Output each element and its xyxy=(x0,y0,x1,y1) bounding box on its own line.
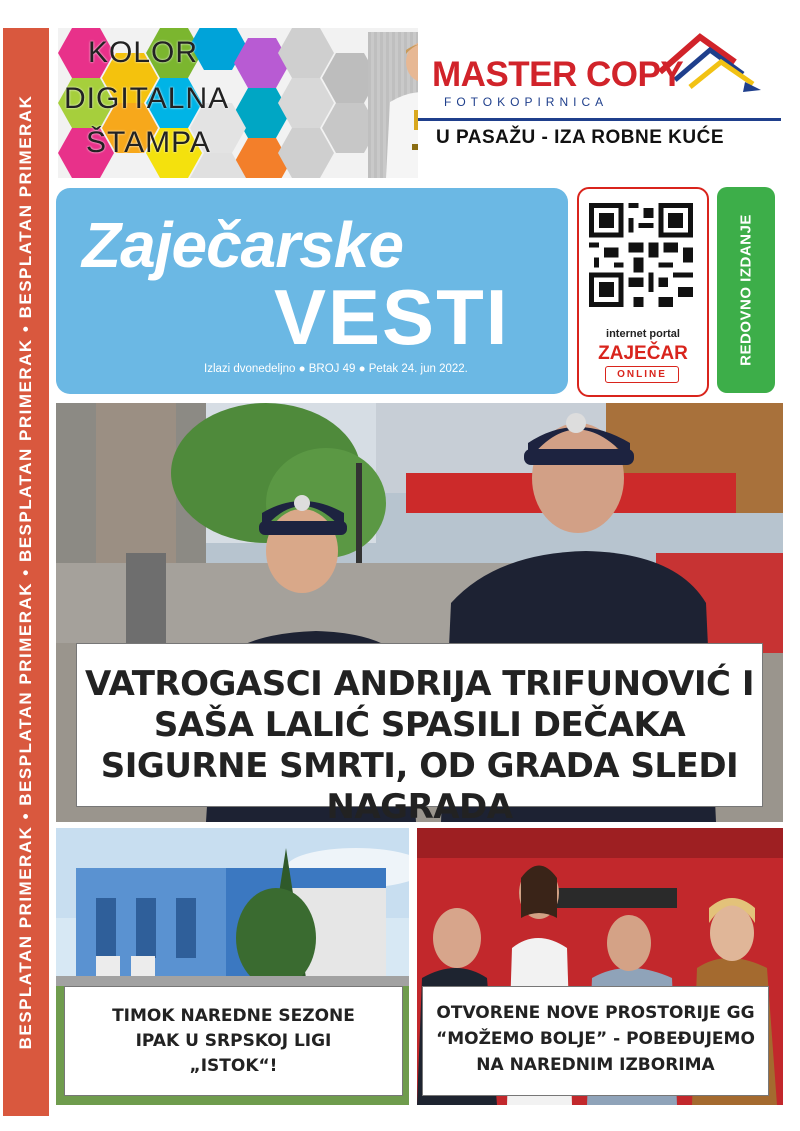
story-right-headline: OTVORENE NOVE PROSTORIJE GG “MOŽEMO BOLJE” - POBEĐUJEMO NA NAREDNIM IZBORIMA xyxy=(436,1003,755,1075)
main-story-headline-box[interactable] xyxy=(76,643,763,827)
hex-shape xyxy=(278,78,334,128)
portal-qr-box[interactable] xyxy=(577,187,709,397)
divider xyxy=(418,118,781,121)
kolor-ad[interactable] xyxy=(58,28,418,178)
story-left-headline-box[interactable] xyxy=(64,986,403,1096)
issue-info: Izlazi dvonedeljno ● BROJ 49 ● Petak 24. jun 2022. xyxy=(204,363,468,375)
masthead xyxy=(56,188,568,394)
qr-code-icon xyxy=(589,203,693,307)
kolor-ad-line2: DIGITALNA xyxy=(64,82,230,115)
master-copy-address: U PASAŽU - IZA ROBNE KUĆE xyxy=(436,127,724,148)
side-strip xyxy=(3,28,49,1116)
hex-shape xyxy=(278,28,334,78)
master-copy-subtitle: FOTOKOPIRNICA xyxy=(444,95,609,109)
master-copy-title: MASTER COPY xyxy=(432,55,684,94)
kolor-ad-line3: ŠTAMPA xyxy=(86,126,211,159)
edition-badge-label: REDOVNO IZDANJE xyxy=(737,214,755,366)
masthead-title-line2: VESTI xyxy=(274,273,510,361)
edition-badge xyxy=(717,187,775,393)
portal-name: ZAJEČAR xyxy=(598,343,688,364)
kolor-ad-line1: KOLOR xyxy=(88,36,199,69)
boy-with-trophy-image xyxy=(368,32,418,178)
masthead-title-line1: Zaječarske xyxy=(82,209,403,281)
portal-tag: ONLINE xyxy=(605,366,679,383)
story-right-headline-box[interactable] xyxy=(422,986,769,1096)
hex-shape xyxy=(278,128,334,178)
portal-label: internet portal xyxy=(606,328,680,340)
main-story-headline: VATROGASCI ANDRIJA TRIFUNOVIĆ I SAŠA LALIĆ SPASILI DEČAKA SIGURNE SMRTI, OD GRADA SLEDI NAGRADA xyxy=(85,664,754,827)
story-left-headline: TIMOK NAREDNE SEZONE IPAK U SRPSKOJ LIGI „ISTOK“! xyxy=(112,1006,355,1076)
side-strip-text: BESPLATAN PRIMERAK • BESPLATAN PRIMERAK • BESPLATAN PRIMERAK • BESPLATAN PRIMERAK xyxy=(16,94,35,1050)
